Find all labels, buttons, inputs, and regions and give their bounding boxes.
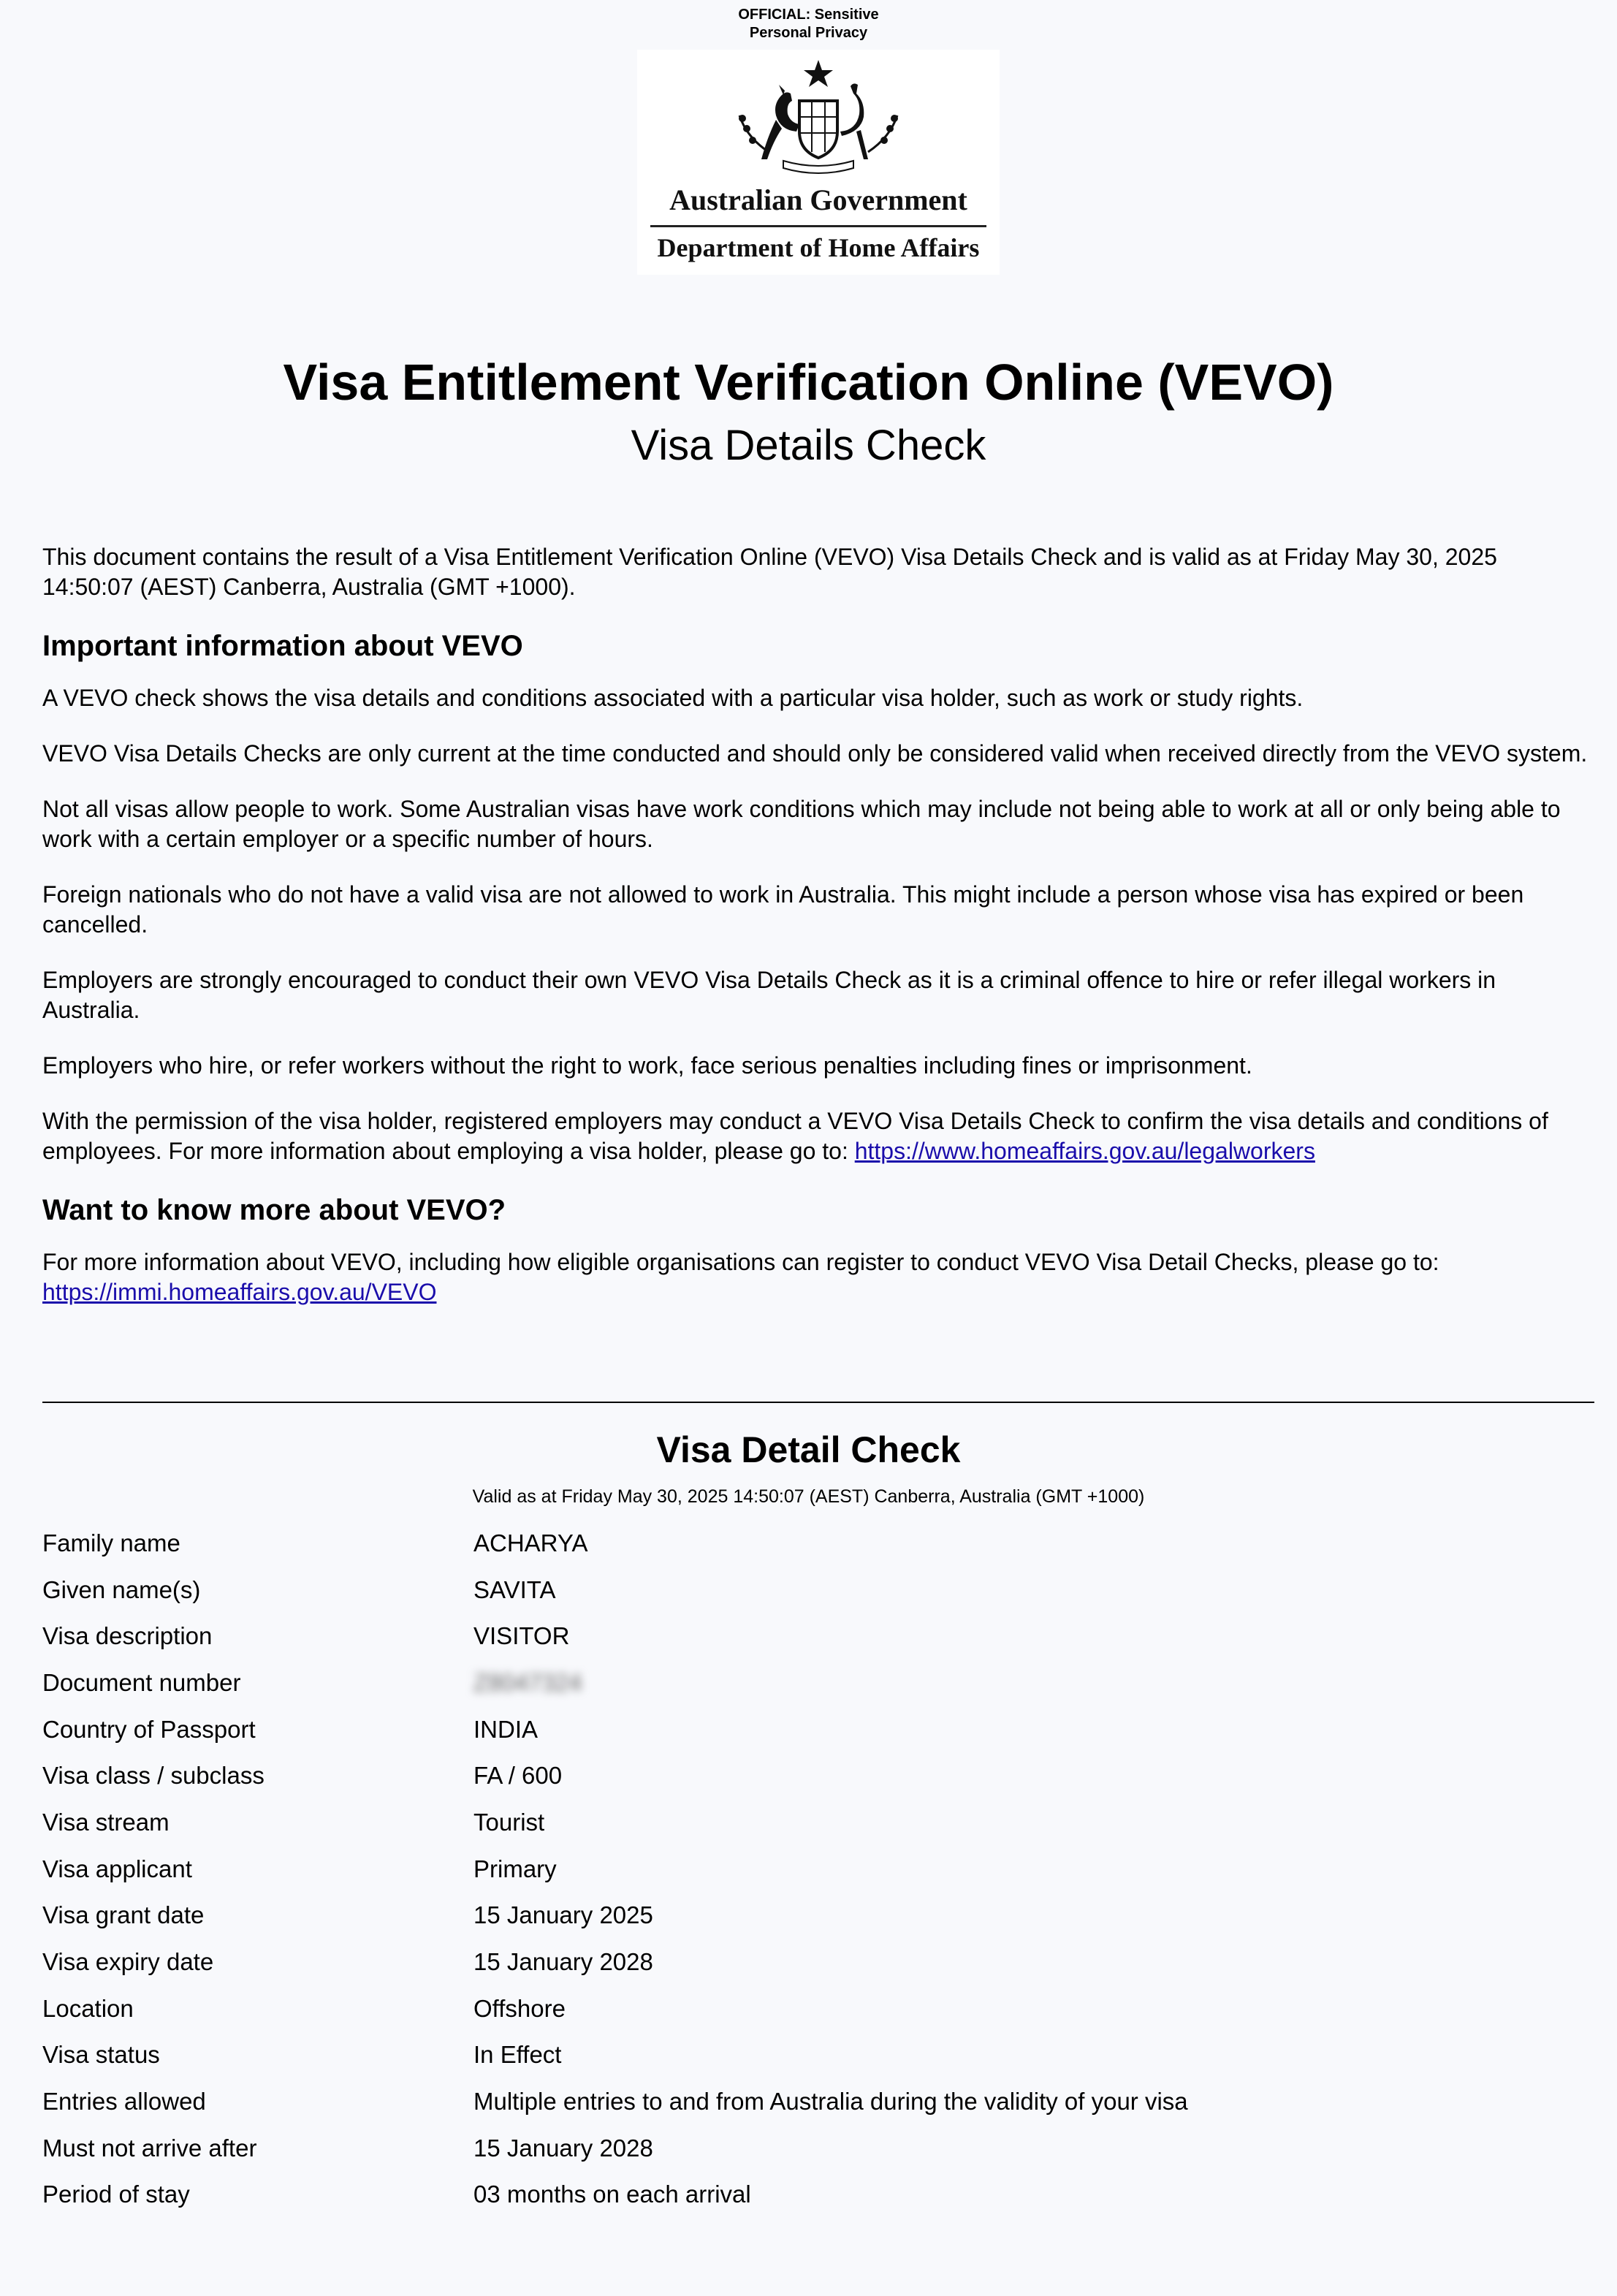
detail-value: 15 January 2028 [473,2134,653,2162]
detail-label: Family name [42,1529,180,1556]
intro-paragraph: This document contains the result of a Visa Entitlement Verification Online (VEVO) Visa Details Check and is valid as at Friday May 30, 2025 14:50:07 (AEST) Canberra, Australia (GMT +1000). [42,544,1497,600]
coat-of-arms-icon [637,50,1000,181]
logo-line-1: Australian Government [669,183,967,216]
detail-value: Multiple entries to and from Australia during the validity of your visa [473,2088,1188,2116]
detail-label: Visa stream [42,1808,170,1836]
important-paragraph: A VEVO check shows the visa details and conditions associated with a particular visa holder, such as work or study rights. [42,685,1304,711]
detail-label: Visa class / subclass [42,1762,265,1790]
detail-value: 15 January 2028 [473,1948,653,1976]
detail-value: Tourist [473,1808,545,1836]
redacted-document-number: Z8047324 [473,1668,582,1696]
detail-label: Visa expiry date [42,1948,214,1976]
important-paragraph: Not all visas allow people to work. Some Australian visas have work conditions which may include not being able to work at all or only being able to work with a certain employer or a specific number of hours. [42,796,1561,852]
detail-row-visa-stream [42,1799,1591,1846]
classification-marking [0,6,1617,42]
detail-row-family-name [42,1520,1591,1567]
detail-value: FA / 600 [473,1762,563,1790]
detail-label: Country of Passport [42,1715,256,1743]
classification-line-2: Personal Privacy [749,25,868,41]
detail-label: Visa status [42,2041,160,2069]
detail-label: Visa description [42,1622,213,1650]
section-divider [42,1402,1594,1403]
classification-line-1: OFFICIAL: Sensitive [738,7,879,23]
detail-row-visa-status [42,2032,1591,2079]
vevo-info-link[interactable]: https://immi.homeaffairs.gov.au/VEVO [42,1279,437,1305]
detail-row-period-of-stay [42,2172,1591,2219]
important-paragraph: Employers who hire, or refer workers without the right to work, face serious penalties including fines or imprisonment. [42,1052,1252,1079]
detail-row-country-of-passport [42,1706,1591,1753]
more-paragraph [42,1247,1591,1307]
permission-text: With the permission of the visa holder, registered employers may conduct a VEVO Visa Details Check to confirm the visa details and conditions of employees. For more information about employing a visa holder, please go to: [42,1108,1548,1164]
page-subtitle: Visa Details Check [631,422,986,469]
government-logo [637,50,1000,275]
important-paragraph: Employers are strongly encouraged to conduct their own VEVO Visa Details Check as it is a criminal offence to hire or refer illegal workers in Australia. [42,967,1496,1023]
detail-value: SAVITA [473,1575,556,1603]
detail-value: Offshore [473,1994,566,2022]
detail-value: INDIA [473,1715,539,1743]
detail-value: 15 January 2025 [473,1901,653,1929]
detail-value: In Effect [473,2041,562,2069]
permission-paragraph [42,1106,1591,1166]
detail-row-visa-class [42,1752,1591,1799]
check-title: Visa Detail Check [656,1429,961,1470]
important-heading: Important information about VEVO [42,630,523,662]
more-text: For more information about VEVO, including how eligible organisations can register to conduct VEVO Visa Detail Checks, please go to: [42,1249,1439,1275]
detail-label: Given name(s) [42,1575,201,1603]
check-valid-timestamp: Valid as at Friday May 30, 2025 14:50:07 (AEST) Canberra, Australia (GMT +1000) [472,1486,1145,1507]
visa-details-table [42,1520,1591,2218]
detail-row-visa-description [42,1613,1591,1660]
detail-label: Entries allowed [42,2088,206,2116]
detail-value: Primary [473,1855,557,1882]
detail-label: Period of stay [42,2181,190,2208]
important-paragraph: Foreign nationals who do not have a valid visa are not allowed to work in Australia. This might include a person whose visa has expired or been cancelled. [42,881,1524,938]
detail-row-visa-expiry-date [42,1939,1591,1985]
detail-row-entries-allowed [42,2078,1591,2125]
detail-label: Visa applicant [42,1855,192,1882]
detail-label: Must not arrive after [42,2134,257,2162]
detail-value: VISITOR [473,1622,570,1650]
detail-row-visa-grant-date [42,1893,1591,1939]
detail-row-document-number [42,1660,1591,1706]
detail-label: Visa grant date [42,1901,205,1929]
more-heading: Want to know more about VEVO? [42,1194,506,1226]
detail-value: ACHARYA [473,1529,588,1556]
information-section [42,542,1591,1333]
detail-row-location [42,1985,1591,2032]
detail-label: Document number [42,1668,241,1696]
detail-row-must-not-arrive-after [42,2125,1591,2172]
detail-row-given-names [42,1567,1591,1613]
page-title: Visa Entitlement Verification Online (VEVO) [283,354,1334,411]
detail-label: Location [42,1994,134,2022]
logo-line-2: Department of Home Affairs [657,233,980,262]
detail-value: 03 months on each arrival [473,2181,751,2208]
legal-workers-link[interactable]: https://www.homeaffairs.gov.au/legalworkers [854,1138,1315,1164]
important-paragraph: VEVO Visa Details Checks are only current at the time conducted and should only be considered valid when received directly from the VEVO system. [42,740,1588,767]
detail-row-visa-applicant [42,1846,1591,1893]
logo-divider [650,225,986,227]
